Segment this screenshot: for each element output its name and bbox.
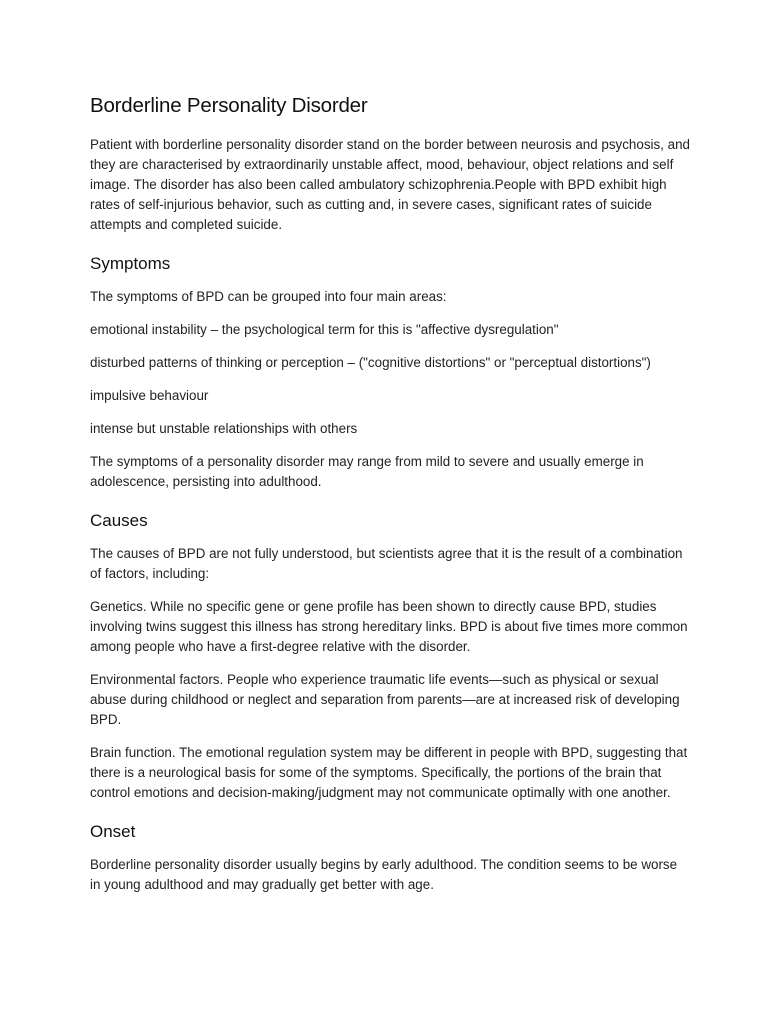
causes-heading: Causes xyxy=(90,511,148,530)
symptom-item: emotional instability – the psychological term for this is "affective dysregulation" xyxy=(90,322,559,337)
cause-item: Environmental factors. People who experience traumatic life events—such as physical or sexual abuse during childhood or neglect and separation from parents—are at increased risk of developing BPD. xyxy=(90,672,680,727)
symptoms-lead: The symptoms of BPD can be grouped into four main areas: xyxy=(90,289,447,304)
cause-item: Brain function. The emotional regulation system may be different in people with BPD, suggesting that there is a neurological basis for some of the symptoms. Specifically, the portions of the brain that control emotions and decision-making/judgment may not communicate optimally with one another. xyxy=(90,745,688,800)
document-title: Borderline Personality Disorder xyxy=(90,94,368,117)
symptom-item: impulsive behaviour xyxy=(90,388,209,403)
onset-heading: Onset xyxy=(90,822,136,841)
symptom-item: intense but unstable relationships with others xyxy=(90,421,358,436)
symptoms-heading: Symptoms xyxy=(90,254,171,273)
intro-paragraph: Patient with borderline personality disorder stand on the border between neurosis and psychosis, and they are characterised by extraordinarily unstable affect, mood, behaviour, object relations and self image. The disorder has also been called ambulatory schizophrenia.People with BPD exhibit high rates of self-injurious behavior, such as cutting and, in severe cases, significant rates of suicide attempts and completed suicide. xyxy=(90,137,690,232)
symptoms-closing: The symptoms of a personality disorder may range from mild to severe and usually emerge in adolescence, persisting into adulthood. xyxy=(90,454,644,489)
causes-lead: The causes of BPD are not fully understood, but scientists agree that it is the result of a combination of factors, including: xyxy=(90,546,683,581)
cause-item: Genetics. While no specific gene or gene profile has been shown to directly cause BPD, studies involving twins suggest this illness has strong hereditary links. BPD is about five times more common among people who have a first-degree relative with the disorder. xyxy=(90,599,688,654)
onset-paragraph: Borderline personality disorder usually begins by early adulthood. The condition seems to be worse in young adulthood and may gradually get better with age. xyxy=(90,857,678,892)
symptom-item: disturbed patterns of thinking or perception – ("cognitive distortions" or "perceptual distortions") xyxy=(90,355,651,370)
